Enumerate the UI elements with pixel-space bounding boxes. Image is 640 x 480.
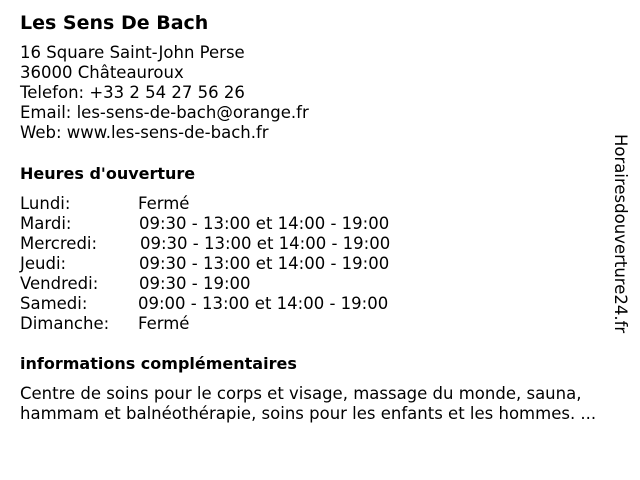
hours-heading: Heures d'ouverture: [20, 164, 196, 183]
phone-text: Telefon: +33 2 54 27 56 26: [20, 83, 245, 102]
day-label: Lundi:: [20, 194, 71, 213]
day-label: Mardi:: [20, 214, 72, 233]
info-line: hammam et balnéothérapie, soins pour les enfants et les hommes. ...: [20, 404, 597, 423]
info-heading: informations complémentaires: [20, 354, 297, 373]
site-watermark: Horairesdouverture24.fr: [611, 134, 630, 334]
hours-value: Fermé: [138, 314, 190, 333]
hours-value: 09:00 - 13:00 et 14:00 - 19:00: [138, 294, 389, 313]
email-text: Email: les-sens-de-bach@orange.fr: [20, 103, 309, 122]
hours-value: Fermé: [138, 194, 190, 213]
day-label: Dimanche:: [20, 314, 110, 333]
address-city: 36000 Châteauroux: [20, 63, 184, 82]
day-label: Samedi:: [20, 294, 88, 313]
day-label: Vendredi:: [20, 274, 99, 293]
info-description: [20, 384, 632, 424]
address-street: 16 Square Saint-John Perse: [20, 43, 245, 62]
hours-value: 09:30 - 13:00 et 14:00 - 19:00: [139, 214, 390, 233]
website-text: Web: www.les-sens-de-bach.fr: [20, 123, 269, 142]
info-line: Centre de soins pour le corps et visage, massage du monde, sauna,: [20, 384, 582, 403]
day-label: Jeudi:: [20, 254, 67, 273]
business-name: Les Sens De Bach: [20, 12, 209, 34]
hours-value: 09:30 - 13:00 et 14:00 - 19:00: [140, 234, 391, 253]
hours-value: 09:30 - 19:00: [139, 274, 251, 293]
contact-block: [20, 43, 309, 143]
hours-value: 09:30 - 13:00 et 14:00 - 19:00: [139, 254, 390, 273]
day-label: Mercredi:: [20, 234, 98, 253]
